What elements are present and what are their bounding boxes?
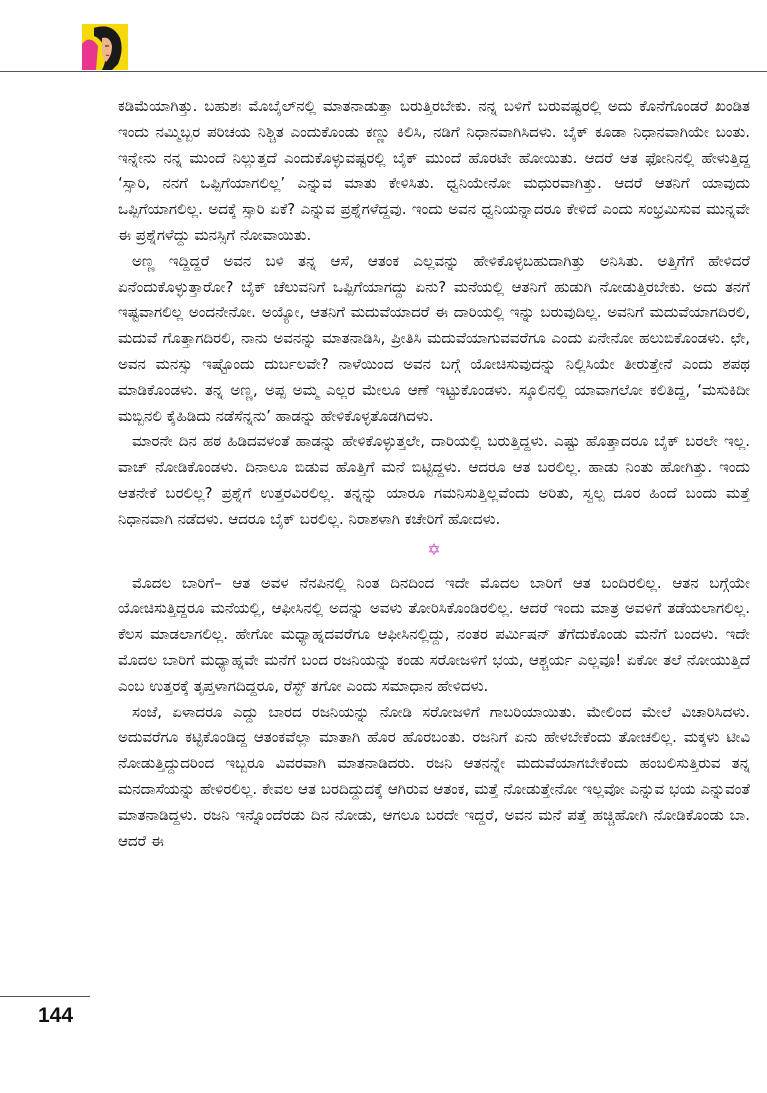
paragraph-3: ಮಾರನೇ ದಿನ ಹಠ ಹಿಡಿದವಳಂತೆ ಹಾಡನ್ನು ಹೇಳಿಕೊಳ್ಳುತ್ತಲೇ, ದಾರಿಯಲ್ಲಿ ಬರುತ್ತಿದ್ದಳು. ಎಷ್ಟು ಹೊತ್ತಾದರೂ ಬೈಕ್ ಬರಲೇ ಇಲ್ಲ. ವಾಚ್ ನೋಡಿಕೊಂಡಳು. ದಿನಾಲೂ ಬಿಡುವ ಹೊತ್ತಿಗೆ ಮನೆ ಬಿಟ್ಟಿದ್ದಳು. ಆದರೂ ಆತ ಬರಲಿಲ್ಲ. ಹಾಡು ನಿಂತು ಹೋಗಿತ್ತು. ಇಂದು ಆತನೇಕೆ ಬರಲಿಲ್ಲ? ಪ್ರಶ್ನೆಗೆ ಉತ್ತರವಿರಲಿಲ್ಲ. ತನ್ನನ್ನು ಯಾರೂ ಗಮನಿಸುತ್ತಿಲ್ಲವೆಂದು ಅರಿತು, ಸ್ವಲ್ಪ ದೂರ ಹಿಂದೆ ಬಂದು ಮತ್ತೆ ನಿಧಾನವಾಗಿ ನಡೆದಳು. ಆದರೂ ಬೈಕ್ ಬರಲಿಲ್ಲ. ನಿರಾಶಳಾಗಿ ಕಚೇರಿಗೆ ಹೋದಳು. xyxy=(118,432,750,528)
page-body-text xyxy=(118,94,750,854)
header-logo xyxy=(82,24,128,70)
paragraph-4: ಮೊದಲ ಬಾರಿಗೆ– ಆತ ಅವಳ ನೆನಪಿನಲ್ಲಿ ನಿಂತ ದಿನದಿಂದ ಇದೇ ಮೊದಲ ಬಾರಿಗೆ ಆತ ಬಂದಿರಲಿಲ್ಲ. ಆತನ ಬಗ್ಗೆಯೇ ಯೋಚಿಸುತ್ತಿದ್ದರೂ ಮನೆಯಲ್ಲಿ, ಆಫೀಸಿನಲ್ಲಿ ಅದನ್ನು ಅವಳು ತೋರಿಸಿಕೊಂಡಿರಲಿಲ್ಲ. ಆದರೆ ಇಂದು ಮಾತ್ರ ಅವಳಿಗೆ ತಡೆಯಲಾಗಲಿಲ್ಲ. ಕೆಲಸ ಮಾಡಲಾಗಲಿಲ್ಲ. ಹೇಗೋ ಮಧ್ಯಾಹ್ನದವರೆಗೂ ಆಫೀಸಿನಲ್ಲಿದ್ದು, ನಂತರ ಪರ್ಮಿಷನ್ ತೆಗೆದುಕೊಂಡು ಮನೆಗೆ ಬಂದಳು. ಇದೇ ಮೊದಲ ಬಾರಿಗೆ ಮಧ್ಯಾಹ್ನವೇ ಮನೆಗೆ ಬಂದ ರಜನಿಯನ್ನು ಕಂಡು ಸರೋಜಳಿಗೆ ಭಯ, ಆಶ್ಚರ್ಯ ಎಲ್ಲವೂ! ಏಕೋ ತಲೆ ನೋಯುತ್ತಿದೆ ಎಂಬ ಉತ್ತರಕ್ಕೆ ತೃಪ್ತಳಾಗದಿದ್ದರೂ, ರೆಸ್ಟ್ ತಗೋ ಎಂದು ಸಮಾಧಾನ ಹೇಳಿದಳು. xyxy=(118,573,750,695)
page-number: 144 xyxy=(38,1004,74,1027)
footer-divider xyxy=(0,996,90,997)
section-separator-star-icon: ✡ xyxy=(427,539,441,559)
paragraph-5: ಸಂಜೆ, ಏಳಾದರೂ ಎದ್ದು ಬಾರದ ರಜನಿಯನ್ನು ನೋಡಿ ಸರೋಜಳಿಗೆ ಗಾಬರಿಯಾಯಿತು. ಮೇಲಿಂದ ಮೇಲೆ ವಿಚಾರಿಸಿದಳು. ಅದುವರೆಗೂ ಕಟ್ಟಿಕೊಂಡಿದ್ದ ಆತಂಕವೆಲ್ಲಾ ಮಾತಾಗಿ ಹೊರ ಹೊರಬಂತು. ರಜನಿಗೆ ಏನು ಹೇಳಬೇಕೆಂದು ತೋಚಲಿಲ್ಲ. ಮಕ್ಕಳು ಟೀವಿ ನೋಡುತ್ತಿದ್ದುದರಿಂದ ಇಬ್ಬರೂ ವಿವರವಾಗಿ ಮಾತನಾಡಿದರು. ರಜನಿ ಆತನನ್ನೇ ಮದುವೆಯಾಗಬೇಕೆಂದು ಹಂಬಲಿಸುತ್ತಿರುವ ತನ್ನ ಮನದಾಸೆಯನ್ನು ಹೇಳಿರಲಿಲ್ಲ. ಕೇವಲ ಆತ ಬರದಿದ್ದುದಕ್ಕೆ ಆಗಿರುವ ಆತಂಕ, ಮತ್ತೆ ನೋಡುತ್ತೇನೋ ಇಲ್ಲವೋ ಎನ್ನುವ ಭಯ ಎನ್ನುವಂತೆ ಮಾತನಾಡಿದ್ದಳು. ರಜನಿ ಇನ್ನೊಂದೆರಡು ದಿನ ನೋಡು, ಆಗಲೂ ಬರದೇ ಇದ್ದರೆ, ಅವನ ಮನೆ ಪತ್ತೆ ಹಚ್ಚಿಹೋಗಿ ನೋಡಿಕೊಂಡು ಬಾ. ಆದರೆ ಈ xyxy=(118,702,750,850)
header-divider xyxy=(0,71,767,72)
paragraph-2: ಅಣ್ಣ ಇದ್ದಿದ್ದರೆ ಅವನ ಬಳಿ ತನ್ನ ಆಸೆ, ಆತಂಕ ಎಲ್ಲವನ್ನು ಹೇಳಿಕೊಳ್ಳಬಹುದಾಗಿತ್ತು ಅನಿಸಿತು. ಅತ್ತಿಗೆಗೆ ಹೇಳಿದರೆ ಏನೆಂದುಕೊಳ್ಳುತ್ತಾರೋ? ಬೈಕ್ ಚೆಲುವನಿಗೆ ಒಪ್ಪಿಗೆಯಾಗದ್ದು ಏನು? ಮನೆಯಲ್ಲಿ ಆತನಿಗೆ ಹುಡುಗಿ ನೋಡುತ್ತಿರಬೇಕು. ಅದು ತನಗೆ ಇಷ್ಟವಾಗಲಿಲ್ಲ ಅಂದನೇನೋ. ಅಯ್ಯೋ, ಆತನಿಗೆ ಮದುವೆಯಾದರೆ ಈ ದಾರಿಯಲ್ಲಿ ಇನ್ನು ಬರುವುದಿಲ್ಲ. ಅವನಿಗೆ ಮದುವೆಯಾಗದಿರಲಿ, ಮದುವೆ ಗೊತ್ತಾಗದಿರಲಿ, ನಾನು ಅವನನ್ನು ಮಾತನಾಡಿಸಿ, ಪ್ರೀತಿಸಿ ಮದುವೆಯಾಗುವವರೆಗೂ ಎಂದು ಏನೇನೋ ಹಲುಬಿಕೊಂಡಳು. ಛೇ, ಅವನ ಮನಸ್ಸು ಇಷ್ಟೊಂದು ದುರ್ಬಲವೇ? ನಾಳೆಯಿಂದ ಅವನ ಬಗ್ಗೆ ಯೋಚಿಸುವುದನ್ನು ನಿಲ್ಲಿಸಿಯೇ ತೀರುತ್ತೇನೆ ಎಂದು ಶಪಥ ಮಾಡಿಕೊಂಡಳು. ತನ್ನ ಅಣ್ಣ, ಅಪ್ಪ ಅಮ್ಮ ಎಲ್ಲರ ಮೇಲೂ ಆಣೆ ಇಟ್ಟುಕೊಂಡಳು. ಸ್ಕೂಲಿನಲ್ಲಿ ಯಾವಾಗಲೋ ಕಲಿತಿದ್ದ, ‘ಮಸುಕಿದೀ ಮಬ್ಬಿನಲಿ ಕೈಹಿಡಿದು ನಡೆಸೆನ್ನನು’ ಹಾಡನ್ನು ಹೇಳಿಕೊಳ್ಳತೊಡಗಿದಳು. xyxy=(118,251,750,425)
woman-face-logo-icon xyxy=(82,24,128,70)
paragraph-1: ಕಡಿಮೆಯಾಗಿತ್ತು. ಬಹುಶಃ ಮೊಬೈಲ್‌ನಲ್ಲಿ ಮಾತನಾಡುತ್ತಾ ಬರುತ್ತಿರಬೇಕು. ನನ್ನ ಬಳಿಗೆ ಬರುವಷ್ಟರಲ್ಲಿ ಅದು ಕೊನೆಗೊಂಡರೆ ಖಂಡಿತ ಇಂದು ನಮ್ಮಿಬ್ಬರ ಪರಿಚಯ ನಿಶ್ಚಿತ ಎಂದುಕೊಂಡು ಕಣ್ಣು ಕಿಲಿಸಿ, ನಡಿಗೆ ನಿಧಾನವಾಗಿಸಿದಳು. ಬೈಕ್ ಕೂಡಾ ನಿಧಾನವಾಗಿಯೇ ಬಂತು. ಇನ್ನೇನು ನನ್ನ ಮುಂದೆ ನಿಲ್ಲುತ್ತದೆ ಎಂದುಕೊಳ್ಳುವಷ್ಟರಲ್ಲಿ ಬೈಕ್ ಮುಂದೆ ಹೊರಟೇ ಹೋಯಿತು. ಆದರೆ ಆತ ಫೋನಿನಲ್ಲಿ ಹೇಳುತ್ತಿದ್ದ ‘ಸ್ಸಾರಿ, ನನಗೆ ಒಪ್ಪಿಗೆಯಾಗಲಿಲ್ಲ’ ಎನ್ನುವ ಮಾತು ಕೇಳಿಸಿತು. ಧ್ವನಿಯೇನೋ ಮಧುರವಾಗಿತ್ತು. ಆದರೆ ಆತನಿಗೆ ಯಾವುದು ಒಪ್ಪಿಗೆಯಾಗಲಿಲ್ಲ. ಅದಕ್ಕೆ ಸ್ಸಾರಿ ಏಕೆ? ಎನ್ನುವ ಪ್ರಶ್ನೆಗಳೆದ್ದವು. ಇಂದು ಅವನ ಧ್ವನಿಯನ್ನಾದರೂ ಕೇಳಿದೆ ಎಂದು ಸಂಭ್ರಮಿಸುವ ಮುನ್ನವೇ ಈ ಪ್ರಶ್ನೆಗಳೆದ್ದು ಮನಸ್ಸಿಗೆ ನೋವಾಯಿತು. xyxy=(118,97,750,244)
